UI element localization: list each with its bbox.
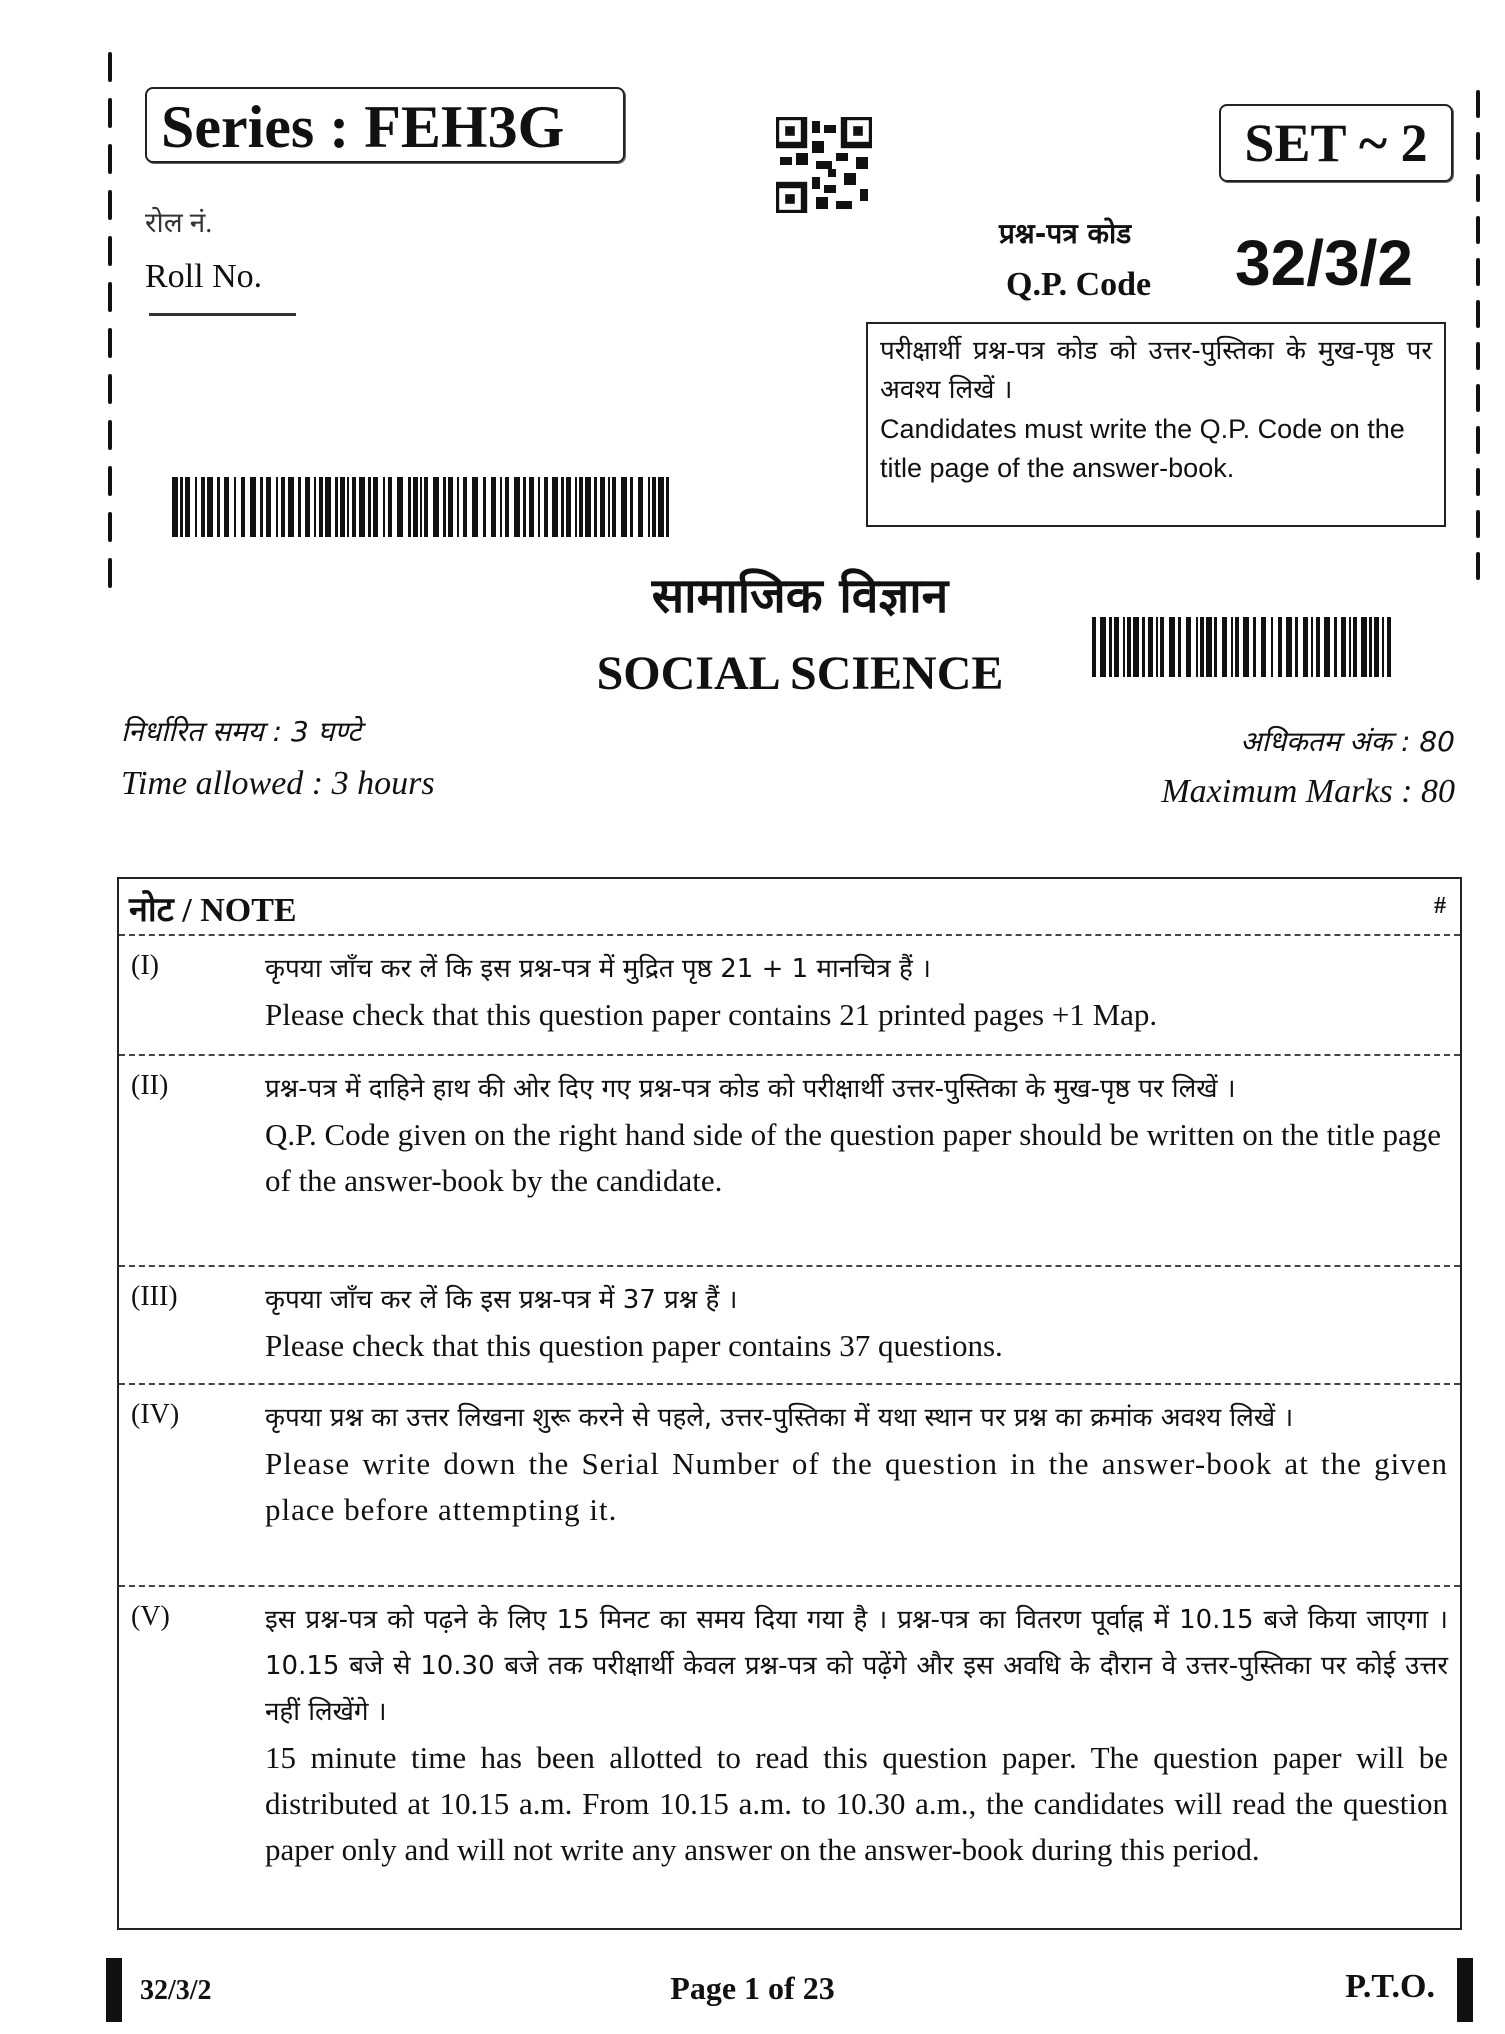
margin-mark <box>1476 468 1480 496</box>
barcode-bar <box>523 477 526 537</box>
time-allowed-hindi: निर्धारित समय : 3 घण्टे <box>121 715 362 748</box>
roll-no-field[interactable] <box>149 313 296 316</box>
barcode-bar <box>368 477 371 537</box>
barcode-bar <box>352 477 356 537</box>
note-item-hindi: प्रश्न-पत्र में दाहिने हाथ की ओर दिए गए प्रश्न-पत्र कोड को परीक्षार्थी उत्तर-पुस्तिका के मुख-पृष्ठ पर लिखें । <box>265 1074 1236 1104</box>
barcode-bar <box>648 477 650 537</box>
barcode-bar <box>443 477 446 537</box>
barcode-bar <box>529 477 534 537</box>
barcode-bar <box>552 477 558 537</box>
roll-no-label: Roll No. <box>145 258 263 295</box>
barcode-bar <box>185 477 190 537</box>
barcode-icon <box>172 477 674 537</box>
barcode-bar <box>514 477 520 537</box>
barcode-bar <box>241 477 245 537</box>
max-marks-hindi: अधिकतम अंक : 80 <box>1240 725 1455 758</box>
barcode-bar <box>298 477 301 537</box>
qr-code-icon <box>776 117 872 213</box>
margin-mark <box>1476 216 1480 244</box>
barcode-bar <box>383 477 385 537</box>
barcode-bar <box>266 477 271 537</box>
barcode-bar <box>566 477 571 537</box>
margin-mark <box>108 374 112 404</box>
barcode-bar <box>630 477 633 537</box>
footer-qp-code: 32/3/2 <box>140 1975 212 2006</box>
page-number: Page 1 of 23 <box>670 1970 835 2006</box>
barcode-bar <box>579 477 583 537</box>
note-item-number: (IV) <box>131 1399 180 1430</box>
note-item <box>119 1056 1460 1267</box>
barcode-bar <box>195 477 197 537</box>
barcode-bar <box>472 477 478 537</box>
note-item <box>119 1385 1460 1587</box>
margin-mark <box>108 144 112 174</box>
margin-mark <box>108 52 112 82</box>
barcode-bar <box>505 477 509 537</box>
barcode-bar <box>207 477 213 537</box>
series-label: Series : FEH3G <box>145 87 625 163</box>
note-hash: # <box>1434 893 1446 919</box>
barcode-bar <box>335 477 338 537</box>
barcode-bar <box>585 477 591 537</box>
barcode-bar <box>234 477 236 537</box>
barcode-bar <box>250 477 256 537</box>
margin-mark <box>1476 384 1480 412</box>
margin-mark <box>1476 300 1480 328</box>
barcode-bar <box>638 477 643 537</box>
note-item <box>119 936 1460 1056</box>
note-box <box>117 877 1462 1930</box>
barcode-bar <box>224 477 229 537</box>
barcode-bar <box>448 477 453 537</box>
barcode-bar <box>288 477 294 537</box>
barcode-bar <box>420 477 422 537</box>
barcode-bar <box>433 477 439 537</box>
note-item-number: (III) <box>131 1281 178 1312</box>
time-allowed: Time allowed : 3 hours <box>121 765 435 802</box>
barcode-bar <box>359 477 365 537</box>
note-item-hindi: इस प्रश्न-पत्र को पढ़ने के लिए 15 मिनट का समय दिया गया है । प्रश्न-पत्र का वितरण पूर्वाह्न में 10.15 बजे किया जाएगा । 10.15 बजे से 10.30 बजे तक परीक्षार्थी केवल प्रश्न-पत्र को पढ़ेंगे और इस अवधि के दौरान वे उत्तर-पुस्तिका पर कोई उत्तर नहीं लिखेंगे । <box>265 1605 1448 1727</box>
note-item-english: Q.P. Code given on the right hand side of the question paper should be written on the title page of the answer-book by the candidate. <box>265 1117 1442 1198</box>
barcode-bar <box>319 477 323 537</box>
barcode-bar <box>276 477 278 537</box>
barcode-bar <box>340 477 345 537</box>
barcode-bar <box>600 477 605 537</box>
barcode-bar <box>666 477 669 537</box>
barcode-bar <box>483 477 486 537</box>
note-item-number: (II) <box>131 1070 169 1101</box>
margin-mark <box>108 512 112 542</box>
barcode-bar <box>575 477 577 537</box>
barcode-bar <box>491 477 496 537</box>
barcode-bar <box>424 477 428 537</box>
set-label: SET ~ 2 <box>1219 104 1453 182</box>
margin-mark <box>1476 258 1480 286</box>
barcode-bar <box>281 477 285 537</box>
note-item-number: (V) <box>131 1601 170 1632</box>
barcode-bar <box>373 477 378 537</box>
barcode-bar <box>457 477 459 537</box>
instruction-english: Candidates must write the Q.P. Code on the title page of the answer-book. <box>880 414 1405 483</box>
instruction-hindi: परीक्षार्थी प्रश्न-पत्र कोड को उत्तर-पुस्तिका के मुख-पृष्ठ पर अवश्य लिखें । <box>880 336 1432 405</box>
barcode-bar <box>201 477 205 537</box>
roll-no-hindi: रोल नं. <box>145 208 213 239</box>
margin-mark <box>108 466 112 496</box>
subject-hindi: सामाजिक विज्ञान <box>651 568 949 624</box>
barcode-bar <box>500 477 502 537</box>
barcode-bar <box>408 477 411 537</box>
note-item-hindi: कृपया जाँच कर लें कि इस प्रश्न-पत्र में मुद्रित पृष्ठ 21 + 1 मानचित्र हैं । <box>265 954 931 984</box>
margin-mark <box>1476 510 1480 538</box>
margin-mark <box>1476 426 1480 454</box>
note-item-english: Please check that this question paper contains 21 printed pages +1 Map. <box>265 997 1158 1032</box>
margin-mark <box>1476 90 1480 118</box>
barcode-bar <box>172 477 178 537</box>
note-title: नोट / NOTE <box>129 892 297 929</box>
margin-mark <box>108 190 112 220</box>
margin-mark <box>1476 342 1480 370</box>
note-item-number: (I) <box>131 950 159 981</box>
note-header <box>119 879 1460 936</box>
qp-code-label: Q.P. Code <box>1006 266 1152 303</box>
margin-mark <box>108 236 112 266</box>
barcode-bar <box>608 477 610 537</box>
margin-mark <box>108 558 112 588</box>
qp-code-hindi: प्रश्न-पत्र कोड <box>999 217 1132 250</box>
barcode-bar <box>544 477 548 537</box>
margin-mark <box>108 282 112 312</box>
barcode-bar <box>325 477 331 537</box>
margin-mark <box>108 98 112 128</box>
barcode-bar <box>388 477 392 537</box>
margin-mark <box>108 328 112 358</box>
margin-mark <box>1476 174 1480 202</box>
barcode-bar <box>347 477 349 537</box>
note-item <box>119 1267 1460 1385</box>
barcode-bar <box>538 477 540 537</box>
barcode-bar <box>621 477 627 537</box>
barcode-bar <box>397 477 403 537</box>
barcode-bar <box>658 477 664 537</box>
margin-mark <box>108 420 112 450</box>
barcode-bar <box>260 477 263 537</box>
note-item-english: 15 minute time has been allotted to read this question paper. The question paper will be distributed at 10.15 a.m. From 10.15 a.m. to 10.30 a.m., the candidates will read the question paper only and will not write any answer on the answer-book during this period. <box>265 1740 1448 1867</box>
margin-mark <box>1476 552 1480 580</box>
note-item-english: Please check that this question paper contains 37 questions. <box>265 1328 1003 1363</box>
barcode-bar <box>561 477 564 537</box>
barcode-bar <box>180 477 183 537</box>
barcode-bar <box>652 477 656 537</box>
note-item <box>119 1587 1460 1881</box>
barcode-bar <box>463 477 467 537</box>
note-item-hindi: कृपया प्रश्न का उत्तर लिखना शुरू करने से पहले, उत्तर-पुस्तिका में यथा स्थान पर प्रश्न का क्रमांक अवश्य लिखें । <box>265 1403 1294 1433</box>
max-marks: Maximum Marks : 80 <box>1161 773 1455 810</box>
subject-english: SOCIAL SCIENCE <box>596 647 1004 700</box>
qp-code-value: 32/3/2 <box>1235 227 1413 299</box>
barcode-bar <box>217 477 220 537</box>
qp-code-instruction-box <box>866 322 1446 527</box>
barcode-bar <box>612 477 616 537</box>
barcode-bar <box>413 477 418 537</box>
barcode-bar <box>314 477 316 537</box>
margin-mark <box>1476 132 1480 160</box>
barcode-bar <box>594 477 597 537</box>
barcode-bar <box>305 477 310 537</box>
note-item-english: Please write down the Serial Number of the question in the answer-book at the given place before attempting it. <box>265 1446 1448 1527</box>
note-item-hindi: कृपया जाँच कर लें कि इस प्रश्न-पत्र में 37 प्रश्न हैं । <box>265 1285 738 1315</box>
pto-label: P.T.O. <box>1345 1968 1435 2005</box>
